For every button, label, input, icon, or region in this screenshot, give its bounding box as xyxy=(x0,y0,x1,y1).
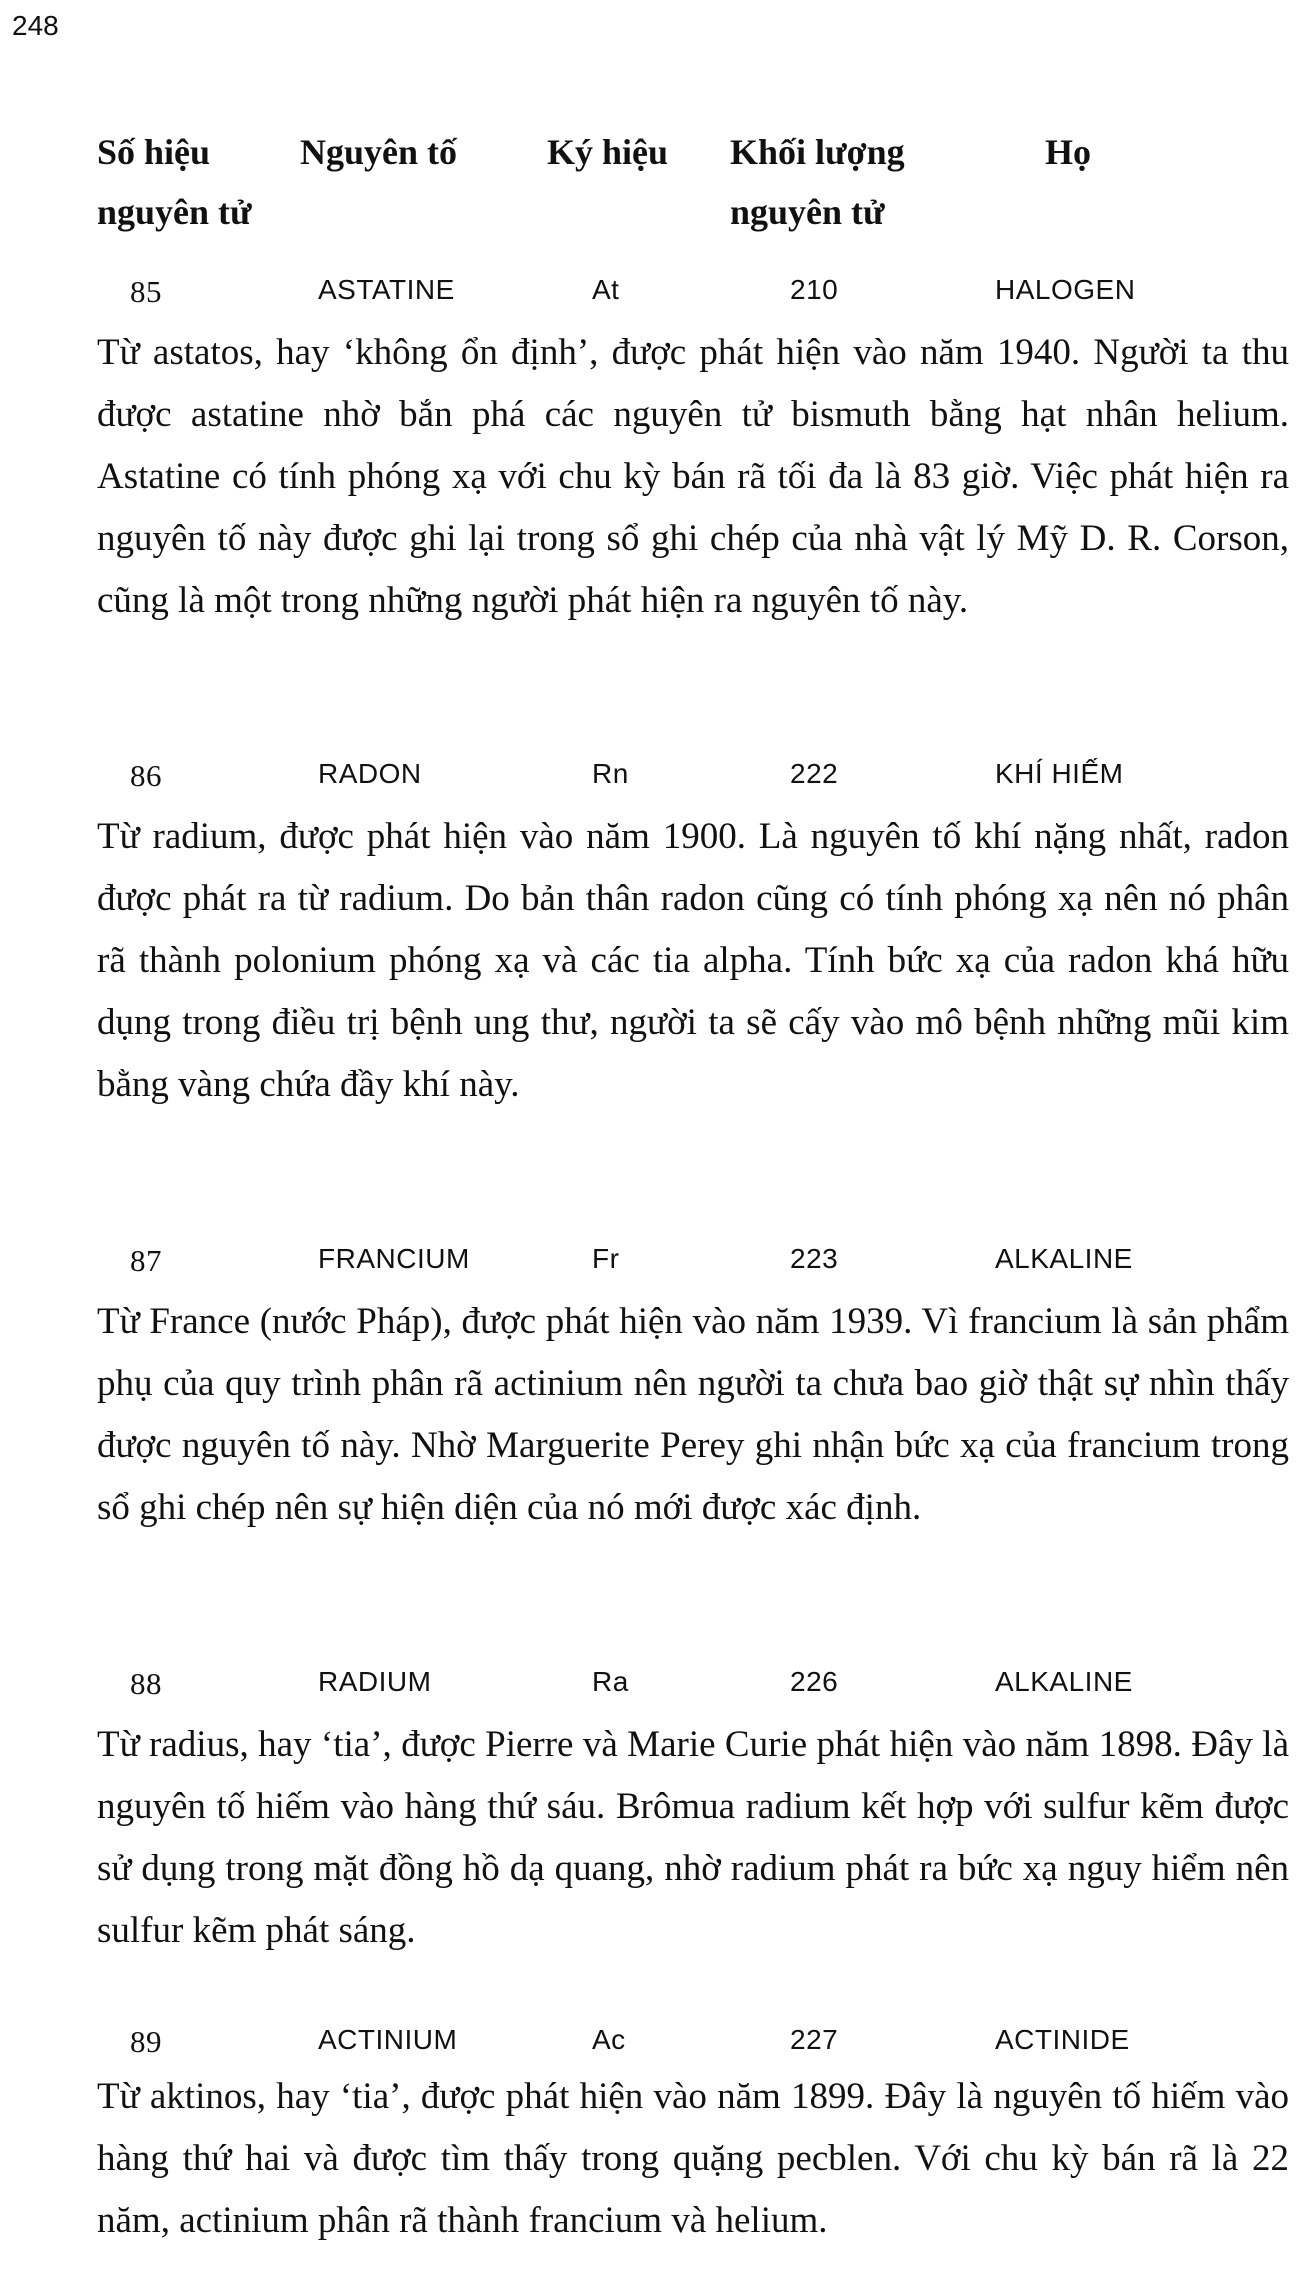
atomic-number: 86 xyxy=(130,758,162,793)
element-description: Từ radius, hay ‘tia’, được Pierre và Marie Curie phát hiện vào năm 1898. Đây là nguyên tố hiếm vào hàng thứ sáu. Brômua radium kết hợp với sulfur kẽm được sử dụng trong mặt đồng hồ dạ quang, nhờ radium phát ra bức xạ nguy hiểm nên sulfur kẽm phát sáng. xyxy=(97,1724,1289,1951)
element-description: Từ astatos, hay ‘không ổn định’, được phát hiện vào năm 1940. Người ta thu được astatine nhờ bắn phá các nguyên tử bismuth bằng hạt nhân helium. Astatine có tính phóng xạ với chu kỳ bán rã tối đa là 83 giờ. Việc phát hiện ra nguyên tố này được ghi lại trong sổ ghi chép của nhà vật lý Mỹ D. R. Corson, cũng là một trong những người phát hiện ra nguyên tố này. xyxy=(97,332,1289,621)
header-atomic-number: Số hiệu nguyên tử xyxy=(97,132,252,232)
element-symbol: Ac xyxy=(592,2024,626,2055)
atomic-number: 89 xyxy=(130,2024,162,2059)
atomic-number: 88 xyxy=(130,1666,162,1701)
element-row xyxy=(0,752,1312,804)
element-row xyxy=(0,1660,1312,1712)
header-element: Nguyên tố xyxy=(300,132,458,172)
element-name: ACTINIUM xyxy=(318,2024,458,2055)
atomic-number: 85 xyxy=(130,274,162,309)
element-family: KHÍ HIẾM xyxy=(995,758,1124,789)
element-row xyxy=(0,1237,1312,1289)
element-symbol: Fr xyxy=(592,1243,620,1274)
element-name: RADON xyxy=(318,758,422,789)
element-description: Từ aktinos, hay ‘tia’, được phát hiện vào năm 1899. Đây là nguyên tố hiếm vào hàng thứ hai và được tìm thấy trong quặng pecblen. Với chu kỳ bán rã là 22 năm, actinium phân rã thành francium và helium. xyxy=(97,2076,1289,2241)
header-symbol: Ký hiệu xyxy=(547,132,669,172)
element-entry xyxy=(0,1660,1312,1951)
element-symbol: At xyxy=(592,274,620,305)
element-entry xyxy=(0,1237,1312,1528)
element-name: FRANCIUM xyxy=(318,1243,470,1274)
header-atomic-mass: Khối lượng nguyên tử xyxy=(730,132,905,232)
element-row xyxy=(0,2018,1312,2070)
element-entry xyxy=(0,268,1312,621)
element-name: RADIUM xyxy=(318,1666,432,1697)
element-description: Từ France (nước Pháp), được phát hiện vào năm 1939. Vì francium là sản phẩm phụ của quy trình phân rã actinium nên người ta chưa bao giờ thật sự nhìn thấy được nguyên tố này. Nhờ Marguerite Perey ghi nhận bức xạ của francium trong sổ ghi chép nên sự hiện diện của nó mới được xác định. xyxy=(97,1301,1289,1528)
element-family: ACTINIDE xyxy=(995,2024,1130,2055)
atomic-mass: 222 xyxy=(790,758,839,789)
element-symbol: Rn xyxy=(592,758,629,789)
element-family: ALKALINE xyxy=(995,1243,1133,1274)
atomic-mass: 227 xyxy=(790,2024,839,2055)
atomic-mass: 223 xyxy=(790,1243,839,1274)
element-symbol: Ra xyxy=(592,1666,629,1697)
table-header xyxy=(0,122,1312,252)
atomic-mass: 226 xyxy=(790,1666,839,1697)
element-family: HALOGEN xyxy=(995,274,1136,305)
element-name: ASTATINE xyxy=(318,274,455,305)
element-family: ALKALINE xyxy=(995,1666,1133,1697)
element-row xyxy=(0,268,1312,320)
atomic-number: 87 xyxy=(130,1243,162,1278)
page-number: 248 xyxy=(12,10,59,41)
header-family: Họ xyxy=(1045,132,1092,172)
element-description: Từ radium, được phát hiện vào năm 1900. Là nguyên tố khí nặng nhất, radon được phát ra từ radium. Do bản thân radon cũng có tính phóng xạ nên nó phân rã thành polonium phóng xạ và các tia alpha. Tính bức xạ của radon khá hữu dụng trong điều trị bệnh ung thư, người ta sẽ cấy vào mô bệnh những mũi kim bằng vàng chứa đầy khí này. xyxy=(97,816,1289,1105)
element-entry xyxy=(0,2018,1312,2241)
atomic-mass: 210 xyxy=(790,274,839,305)
element-entry xyxy=(0,752,1312,1105)
